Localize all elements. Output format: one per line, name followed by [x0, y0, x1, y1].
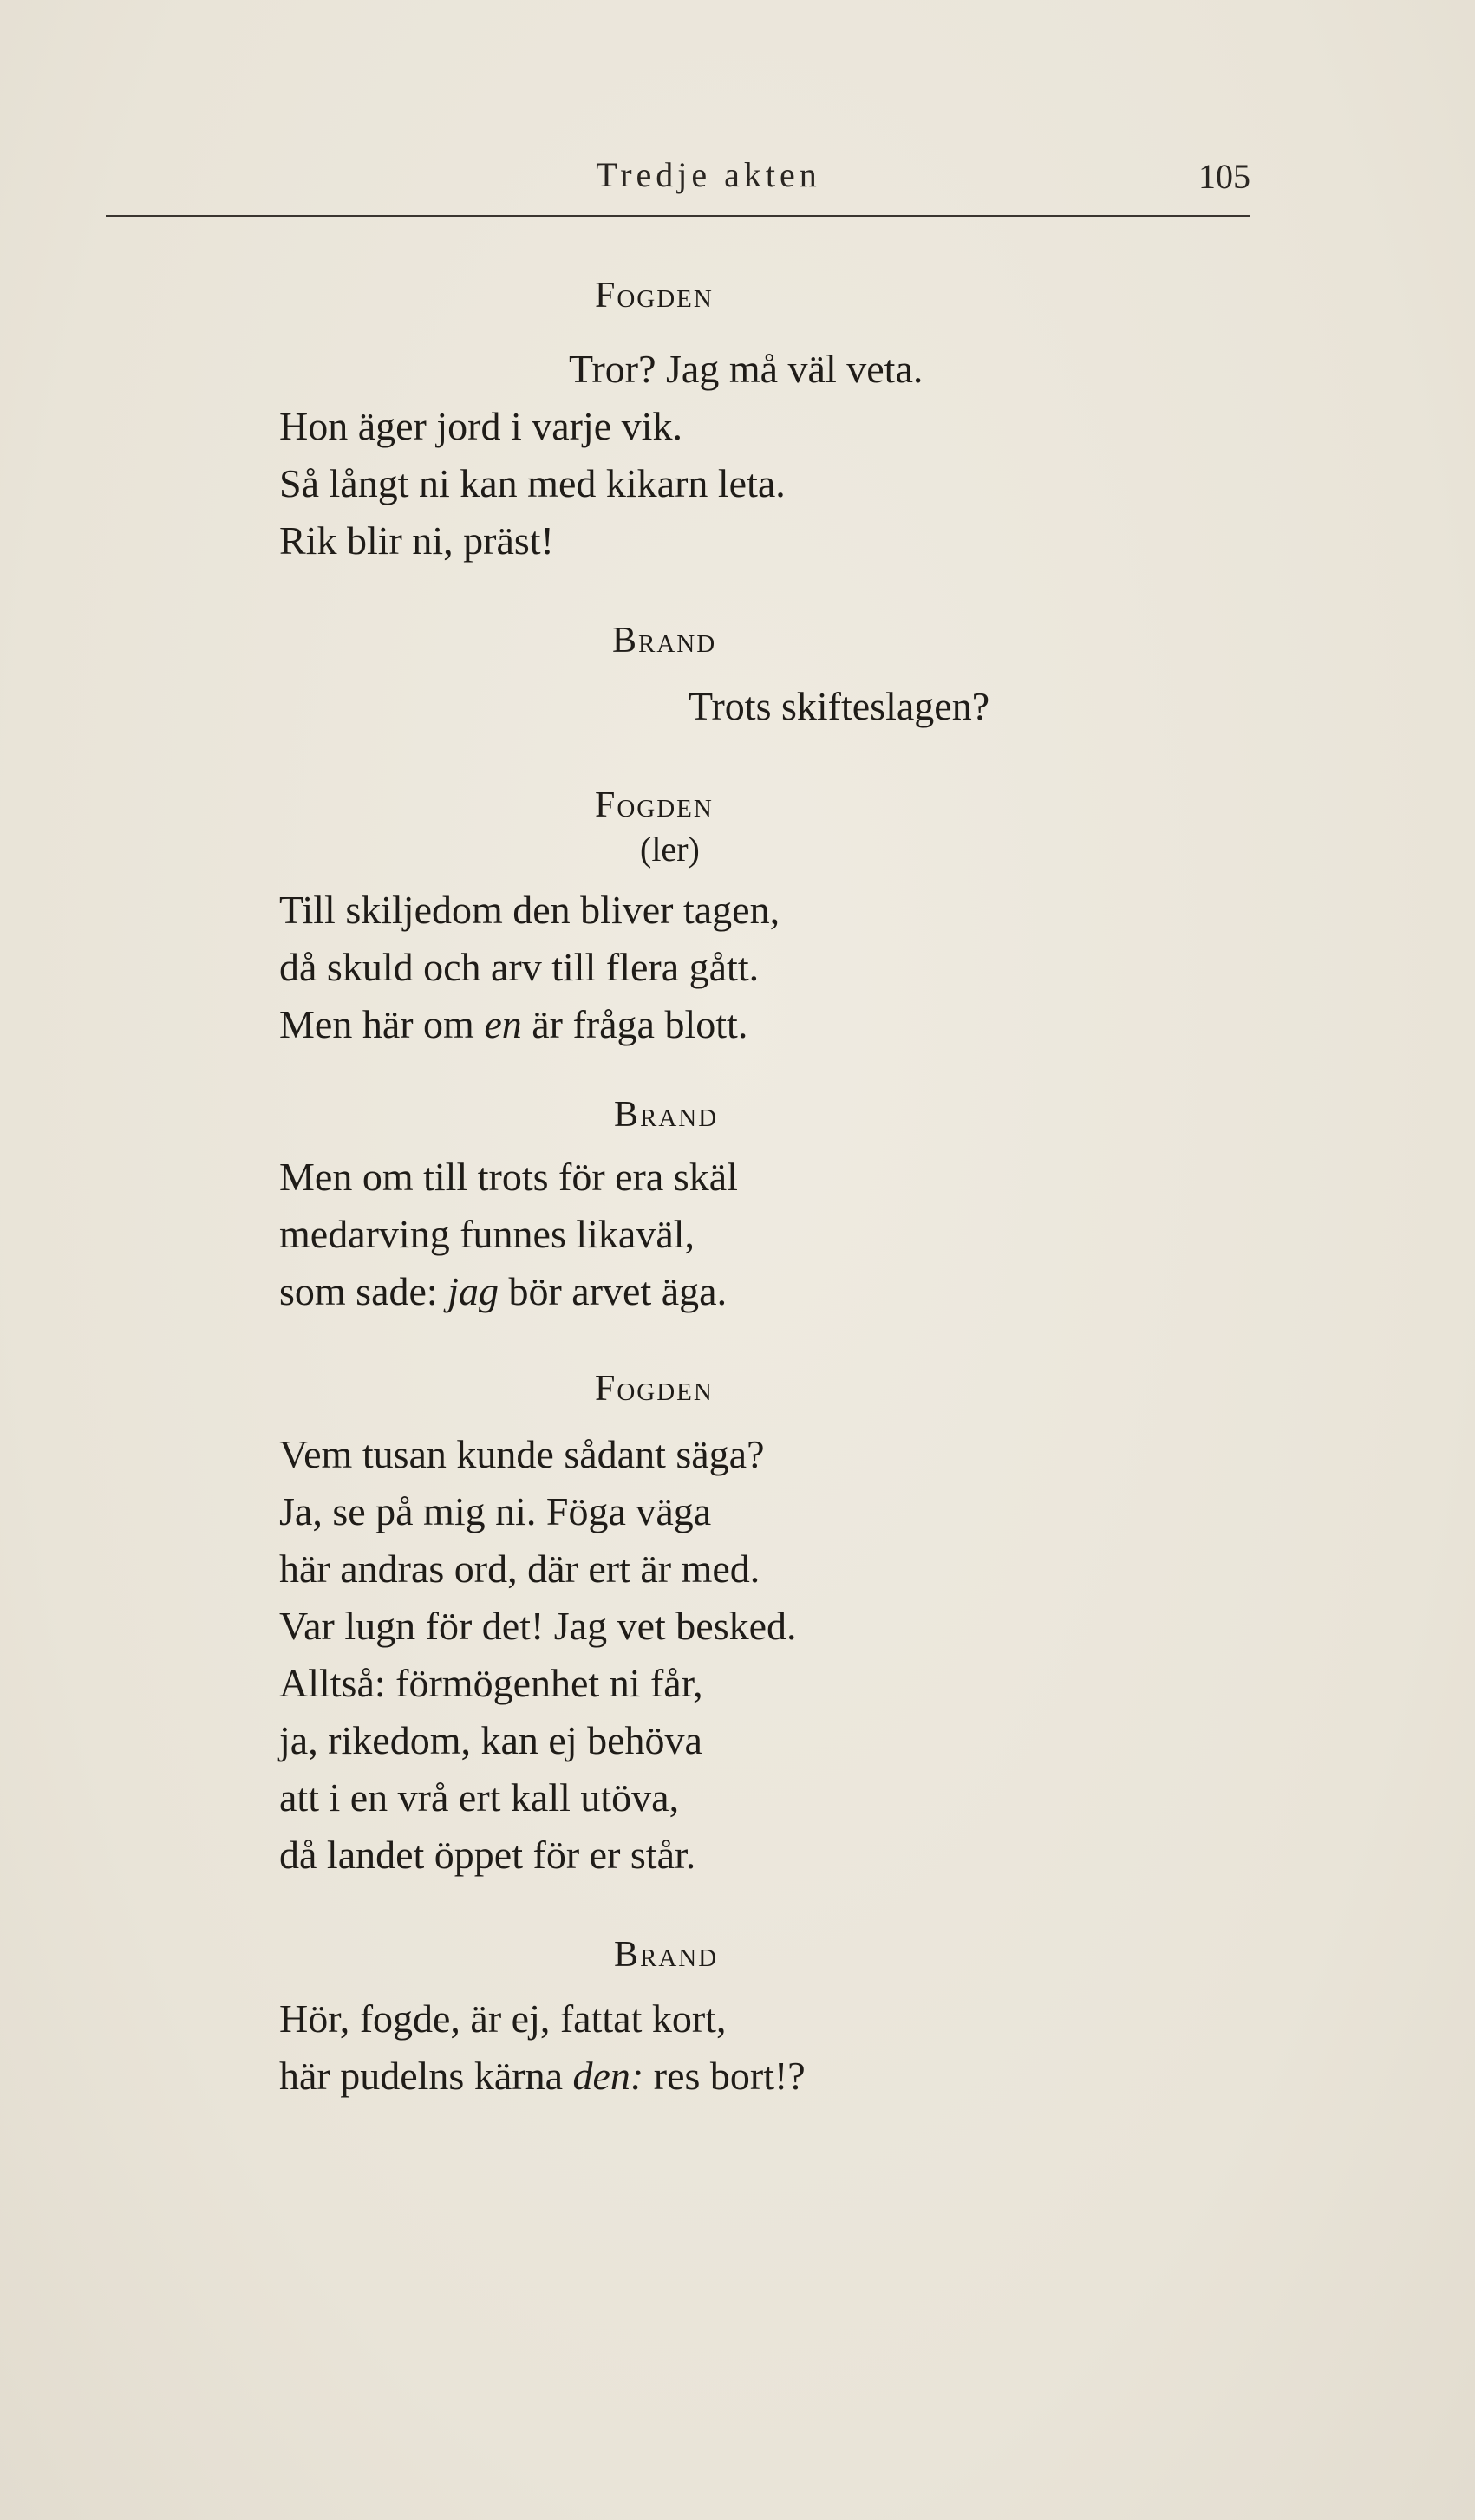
verse-text: bör arvet äga. [498, 1269, 728, 1313]
verse-line: här andras ord, där ert är med. [279, 1547, 760, 1591]
verse-line: att i en vrå ert kall utöva, [279, 1775, 680, 1820]
verse-text: här pudelns kärna [279, 2054, 573, 2098]
page-number: 105 [1198, 157, 1250, 196]
speaker-name: Fogden [595, 785, 714, 825]
verse-line: Alltså: förmögenhet ni får, [279, 1661, 703, 1705]
emphasized-word: den: [572, 2054, 644, 2098]
verse-text: som sade: [279, 1269, 448, 1313]
speaker-name: Fogden [595, 1369, 714, 1409]
verse-line: Hon äger jord i varje vik. [279, 404, 682, 448]
verse-text: Men här om [279, 1002, 485, 1046]
page-header [106, 154, 1250, 206]
stage-direction: (ler) [640, 830, 700, 869]
speaker-name: Brand [614, 1095, 719, 1135]
emphasized-word: jag [447, 1269, 499, 1313]
verse-line [279, 1269, 728, 1313]
verse-line: Men om till trots för era skäl [279, 1155, 738, 1199]
verse-line: Vem tusan kunde sådant säga? [279, 1432, 765, 1476]
verse-text: res bort!? [643, 2054, 806, 2098]
verse-line [279, 1002, 748, 1046]
verse-line: Ja, se på mig ni. Föga väga [279, 1489, 712, 1533]
verse-line: Trots skifteslagen? [689, 684, 990, 728]
verse-line: Så långt ni kan med kikarn leta. [279, 461, 786, 505]
verse-line [279, 2056, 806, 2096]
verse-text: är fråga blott. [521, 1002, 748, 1046]
verse-line: då landet öppet för er står. [279, 1833, 696, 1877]
verse-line: medarving funnes likaväl, [279, 1212, 695, 1256]
emphasized-word: en [484, 1002, 522, 1046]
running-title: Tredje akten [596, 155, 821, 194]
verse-line: då skuld och arv till flera gått. [279, 945, 760, 989]
verse-line: ja, rikedom, kan ej behöva [279, 1718, 702, 1762]
speaker-name: Brand [612, 621, 717, 661]
header-rule [106, 215, 1250, 217]
verse-line: Var lugn för det! Jag vet besked. [279, 1604, 797, 1648]
speaker-name: Fogden [595, 276, 714, 316]
verse-line: Tror? Jag må väl veta. [569, 347, 924, 391]
verse-line: Hör, fogde, är ej, fattat kort, [279, 1996, 727, 2041]
verse-line: Till skiljedom den bliver tagen, [279, 888, 780, 932]
speaker-name: Brand [614, 1935, 719, 1975]
verse-line: Rik blir ni, präst! [279, 518, 554, 563]
